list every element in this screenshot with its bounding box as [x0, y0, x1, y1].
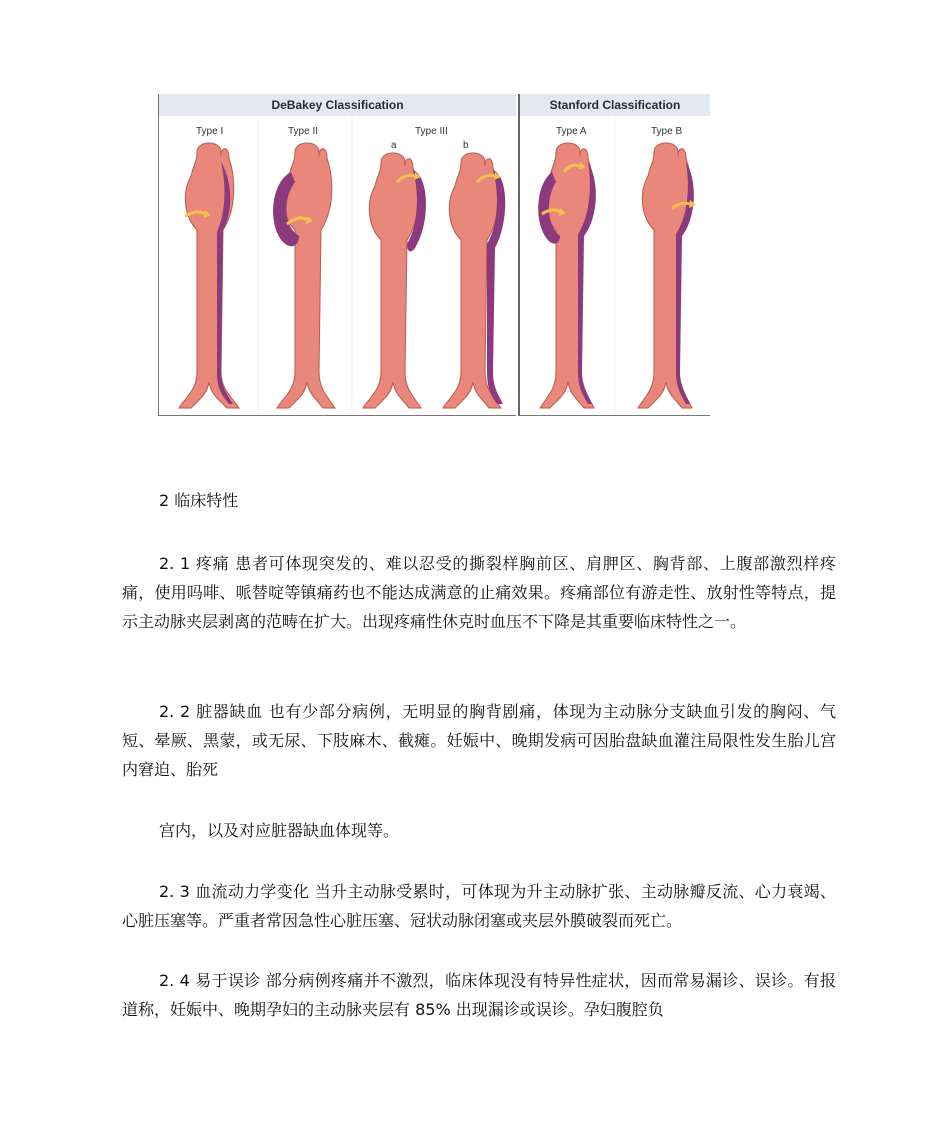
stanford-title: Stanford Classification [520, 94, 710, 116]
section-heading: 2 临床特性 [159, 491, 239, 510]
paragraph-organ-ischemia-cont: 宫内，以及对应脏器缺血体现等。 [159, 821, 400, 840]
type-iii-b-label: b [463, 140, 469, 151]
type-iii-label: Type III [415, 126, 448, 137]
type-ii-aorta-illustration [269, 142, 341, 408]
aortic-dissection-figure [158, 94, 710, 416]
type-i-label: Type I [196, 126, 224, 137]
type-ii-label: Type II [288, 126, 319, 137]
type-i-aorta-illustration [177, 142, 241, 408]
paragraph-hemodynamics: 2. 3 血流动力学变化 当升主动脉受累时，可体现为升主动脉扩张、主动脉瓣反流、心力衰竭、心脏压塞等。严重者常因急性心脏压塞、冠状动脉闭塞或夹层外膜破裂而死亡。 [122, 882, 836, 930]
debakey-panel [158, 94, 516, 416]
debakey-title: DeBakey Classification [159, 94, 516, 116]
type-b-aorta-illustration [632, 142, 698, 408]
paragraph-pain: 2. 1 疼痛 患者可体现突发的、难以忍受的撕裂样胸前区、肩胛区、胸背部、上腹部激烈样疼痛，使用吗啡、哌替啶等镇痛药也不能达成满意的止痛效果。疼痛部位有游走性、放射性等特点，提示主动脉夹层剥离的范畴在扩大。出现疼痛性休克时血压不下降是其重要临床特性之一。 [122, 554, 836, 631]
type-iii-a-aorta-illustration [357, 152, 429, 408]
type-iii-a-label: a [391, 140, 397, 151]
paragraph-organ-ischemia: 2. 2 脏器缺血 也有少部分病例，无明显的胸背剧痛，体现为主动脉分支缺血引发的胸闷、气短、晕厥、黑蒙，或无尿、下肢麻木、截瘫。妊娠中、晚期发病可因胎盘缺血灌注局限性发生胎儿宫内窘迫、胎死 [122, 702, 836, 779]
stanford-panel [518, 94, 710, 416]
type-a-label: Type A [556, 126, 587, 137]
type-iii-b-aorta-illustration [437, 152, 509, 408]
type-b-label: Type B [651, 126, 683, 137]
paragraph-misdiagnosis: 2. 4 易于误诊 部分病例疼痛并不激烈，临床体现没有特异性症状，因而常易漏诊、误诊。有报道称，妊娠中、晚期孕妇的主动脉夹层有 85% 出现漏诊或误诊。孕妇腹腔负 [122, 971, 836, 1019]
type-a-aorta-illustration [534, 142, 600, 408]
